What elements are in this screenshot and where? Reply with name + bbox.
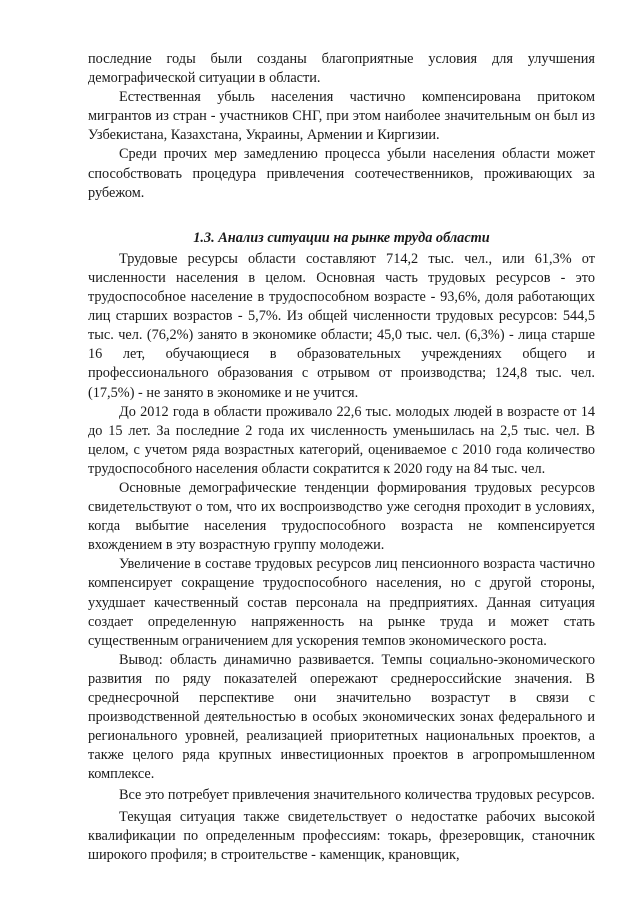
paragraph-pensioners: Увеличение в составе трудовых ресурсов лиц пенсионного возраста частично компенсирует сокращение трудоспособного населения, но с другой стороны, ухудшает качественный состав персонала на предприятиях. Данная ситуация создает определенную напряженность на рынке труда и может стать существенным ограничением для ускорения темпов экономического роста. <box>88 556 595 649</box>
paragraph-labor-resources: Трудовые ресурсы области составляют 714,2 тыс. чел., или 61,3% от численности населения в целом. Основная часть трудовых ресурсов - это трудоспособное население в трудоспособном возрасте - 93,6%, доля работающих лиц старших возрастов - 5,7%. Из общей численности трудовых ресурсов: 544,5 тыс. чел. (76,2%) занято в экономике области; 45,0 тыс. чел. (6,3%) - лица старше 16 лет, обучающиеся в образовательных учреждениях общего и профессионального образования с отрывом от производства; 124,8 тыс. чел. (17,5%) - не занято в экономике и не учится. <box>88 250 595 401</box>
paragraph-continued: последние годы были созданы благоприятные условия для улучшения демографической ситуации в области. <box>88 51 595 87</box>
paragraph-youth: До 2012 года в области проживало 22,6 тыс. молодых людей в возрасте от 14 до 15 лет. За последние 2 года их численность уменьшилась на 2,5 тыс. чел. В целом, с учетом ряда возрастных категорий, оцениваемое с 2010 года количество трудоспособного населения области сократится к 2020 году на 84 тыс. чел. <box>88 403 595 477</box>
paragraph-demographic-trends: Основные демографические тенденции формирования трудовых ресурсов свидетельствуют о том, что их воспроизводство уже сегодня проходит в условиях, когда выбытие населения трудоспособного возраста не компенсируется вхождением в эту возрастную группу молодежи. <box>88 479 595 554</box>
paragraph-migration: Естественная убыль населения частично компенсирована притоком мигрантов из стран - участников СНГ, при этом наиболее значительным он был из Узбекистана, Казахстана, Украины, Армении и Киргизии. <box>88 89 595 144</box>
document-body <box>88 50 595 865</box>
paragraph-skills-shortage: Текущая ситуация также свидетельствует о недостатке рабочих высокой квалификации по определенным профессиям: токарь, фрезеровщик, станочник широкого профиля; в строительстве - каменщик, крановщик, <box>88 808 595 863</box>
paragraph-conclusion: Вывод: область динамично развивается. Темпы социально-экономического развития по ряду показателей опережают среднероссийские значения. В среднесрочной перспективе они значительно возрастут в связи с производственной деятельностью в особых экономических зонах федерального и регионального уровней, реализацией приоритетных национальных проектов, а также целого ряда крупных инвестиционных проектов в агропромышленном комплексе. <box>88 651 595 783</box>
section-heading: 1.3. Анализ ситуации на рынке труда области <box>193 229 490 246</box>
paragraph-labor-need: Все это потребует привлечения значительного количества трудовых ресурсов. <box>119 787 595 804</box>
paragraph-compatriots: Среди прочих мер замедлению процесса убыли населения области может способствовать процедура привлечения соотечественников, проживающих за рубежом. <box>88 146 595 201</box>
